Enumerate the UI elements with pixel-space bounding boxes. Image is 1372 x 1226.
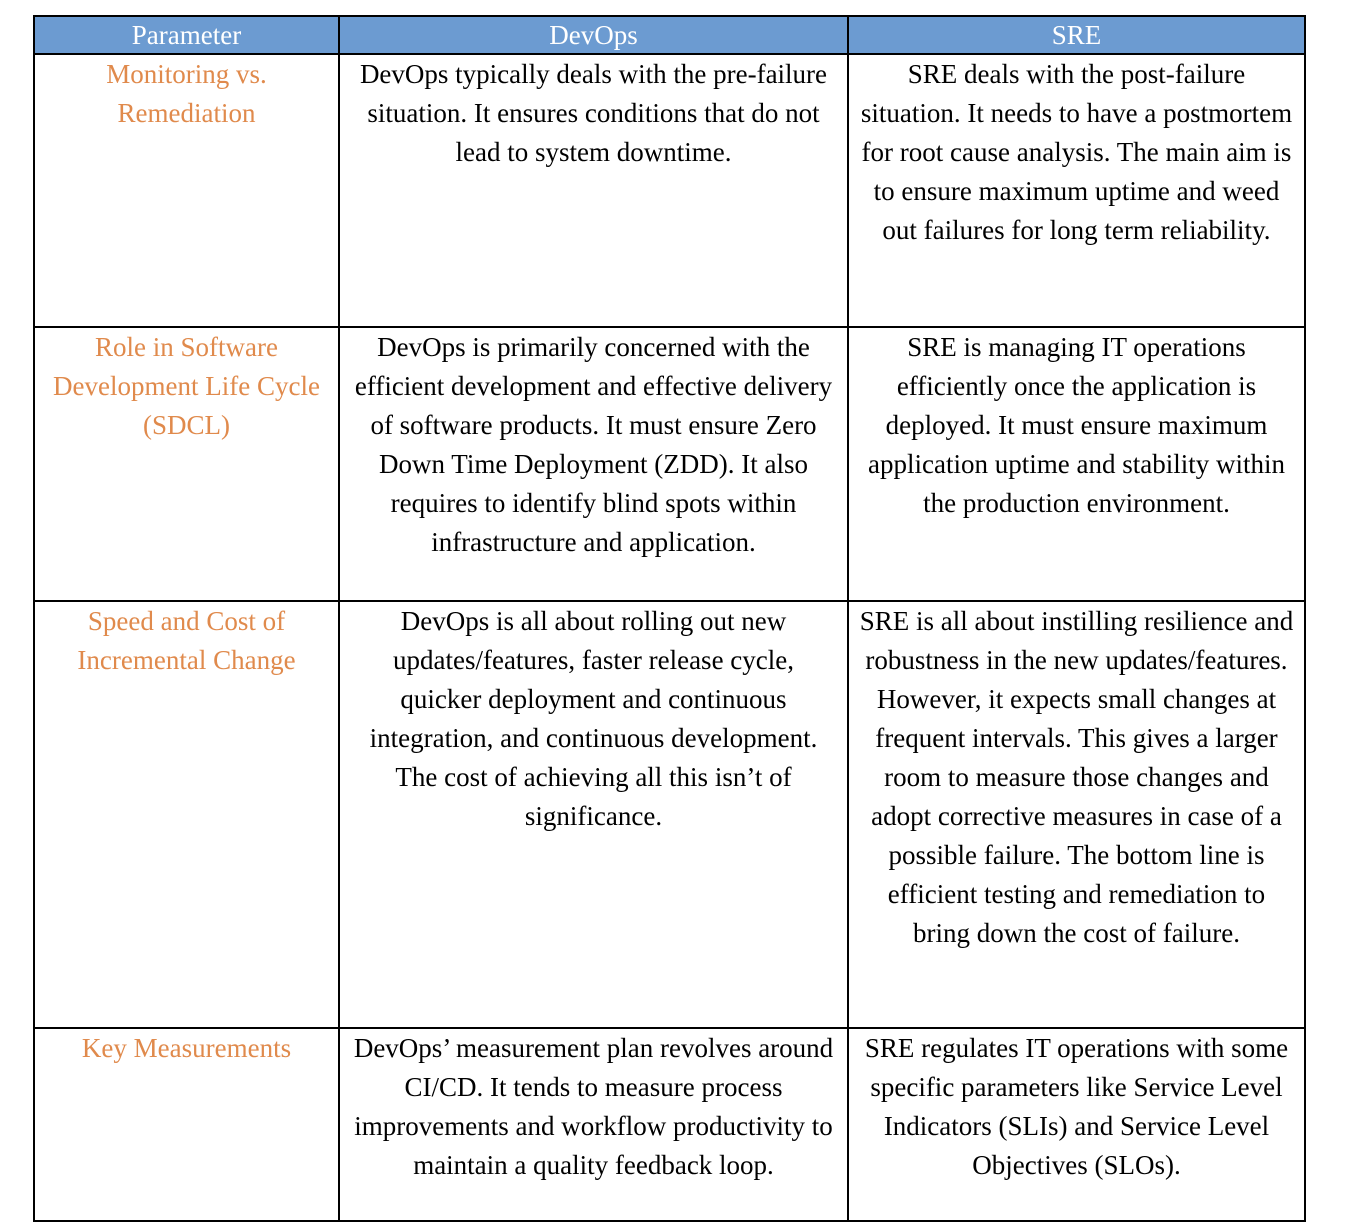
table-row: [34, 327, 1305, 601]
table-row: [34, 54, 1305, 327]
parameter-cell: Key Measurements: [34, 1028, 339, 1221]
devops-cell: DevOps typically deals with the pre-failure situation. It ensures conditions that do not lead to system downtime.: [339, 54, 848, 327]
sre-cell: SRE regulates IT operations with some specific parameters like Service Level Indicators (SLIs) and Service Level Objectives (SLOs).: [848, 1028, 1305, 1221]
header-sre: SRE: [848, 16, 1305, 54]
sre-cell: SRE is managing IT operations efficiently once the application is deployed. It must ensure maximum application uptime and stability within the production environment.: [848, 327, 1305, 601]
parameter-cell: Monitoring vs. Remediation: [34, 54, 339, 327]
devops-cell: DevOps’ measurement plan revolves around CI/CD. It tends to measure process improvements and workflow productivity to maintain a quality feedback loop.: [339, 1028, 848, 1221]
devops-cell: DevOps is primarily concerned with the efficient development and effective delivery of software products. It must ensure Zero Down Time Deployment (ZDD). It also requires to identify blind spots within infrastructure and application.: [339, 327, 848, 601]
header-devops: DevOps: [339, 16, 848, 54]
header-row: [34, 16, 1305, 54]
comparison-table: [33, 15, 1306, 1222]
header-parameter: Parameter: [34, 16, 339, 54]
table-row: [34, 1028, 1305, 1221]
parameter-cell: Role in Software Development Life Cycle (SDCL): [34, 327, 339, 601]
sre-cell: SRE deals with the post-failure situation. It needs to have a postmortem for root cause analysis. The main aim is to ensure maximum uptime and weed out failures for long term reliability.: [848, 54, 1305, 327]
sre-cell: SRE is all about instilling resilience and robustness in the new updates/features. However, it expects small changes at frequent intervals. This gives a larger room to measure those changes and adopt corrective measures in case of a possible failure. The bottom line is efficient testing and remediation to bring down the cost of failure.: [848, 601, 1305, 1028]
parameter-cell: Speed and Cost of Incremental Change: [34, 601, 339, 1028]
devops-cell: DevOps is all about rolling out new updates/features, faster release cycle, quicker deployment and continuous integration, and continuous development. The cost of achieving all this isn’t of significance.: [339, 601, 848, 1028]
table-row: [34, 601, 1305, 1028]
